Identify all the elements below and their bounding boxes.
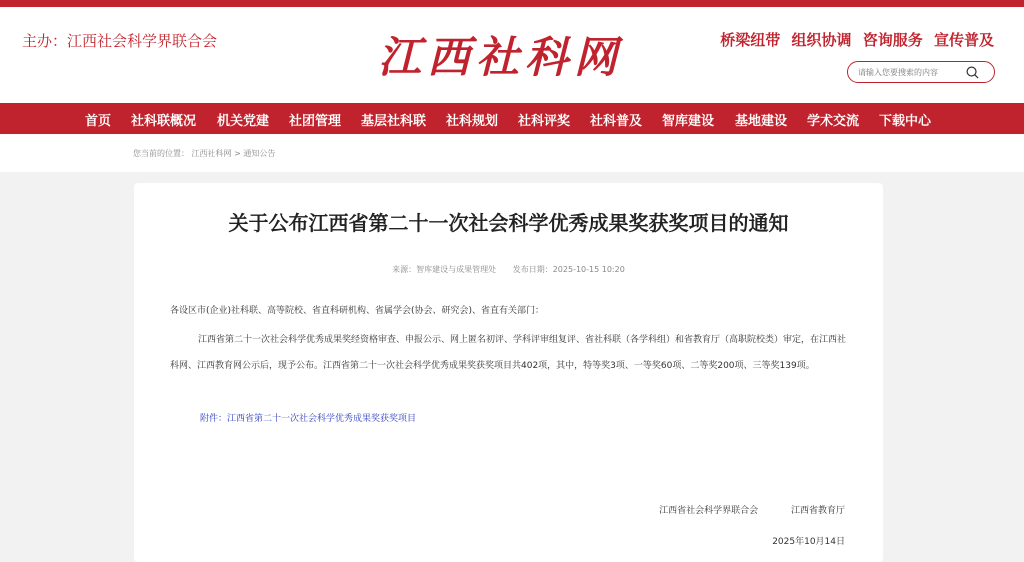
site-header: [0, 7, 1024, 103]
nav-item-think-tank[interactable]: 智库建设: [662, 114, 715, 129]
nav-item-party[interactable]: 机关党建: [217, 114, 270, 129]
nav-item-overview[interactable]: 社科联概况: [131, 114, 197, 129]
search-icon[interactable]: [966, 66, 979, 79]
slogan-item: 组织协调: [791, 31, 852, 49]
breadcrumb-current-link[interactable]: 通知公告: [243, 149, 276, 158]
slogan-group: [714, 29, 994, 50]
breadcrumb-home-link[interactable]: 江西社科网: [191, 149, 232, 158]
article-card: [134, 183, 883, 562]
article-meta: [134, 264, 883, 275]
breadcrumb-prefix: 您当前的位置：: [133, 149, 189, 158]
breadcrumb: [133, 148, 275, 159]
host-org-label: 主办：江西社会科学界联合会: [22, 32, 218, 50]
nav-item-grassroots[interactable]: 基层社科联: [361, 114, 427, 129]
search-input[interactable]: [858, 65, 966, 79]
breadcrumb-separator: >: [234, 149, 241, 158]
slogan-item: 桥梁纽带: [720, 31, 781, 49]
article-publish-date: 发布日期：2025-10-15 10:20: [512, 265, 625, 274]
slogan-item: 咨询服务: [862, 31, 923, 49]
nav-item-academic[interactable]: 学术交流: [807, 114, 860, 129]
article-sign-date: 2025年10月14日: [772, 537, 845, 547]
top-accent-bar: [0, 0, 1024, 7]
nav-item-awards[interactable]: 社科评奖: [518, 114, 571, 129]
nav-item-popularization[interactable]: 社科普及: [590, 114, 643, 129]
article-salutation: 各设区市(企业)社科联、高等院校、省直科研机构、省属学会(协会、研究会)、省直有关部门：: [170, 306, 545, 316]
nav-item-society[interactable]: 社团管理: [289, 114, 342, 129]
nav-item-home[interactable]: 首页: [85, 114, 112, 129]
signer-org: 江西省社会科学界联合会: [659, 506, 759, 516]
breadcrumb-bar: [0, 134, 1024, 172]
site-logo[interactable]: 江西社科网: [378, 33, 623, 83]
nav-item-planning[interactable]: 社科规划: [446, 114, 499, 129]
nav-item-downloads[interactable]: 下载中心: [879, 114, 932, 129]
main-nav: [0, 103, 1024, 134]
article-body: 江西省第二十一次社会科学优秀成果奖经资格审查、申报公示、网上匿名初评、学科评审组复评、省社科联（各学科组）和省教育厅（高职院校类）审定，在江西社科网、江西教育网公示后，现予公布。江西省第二十一次社会科学优秀成果奖获奖项目共402项，其中，特等奖3项、一等奖60项、二等奖200项、三等奖139项。: [170, 335, 847, 371]
nav-item-bases[interactable]: 基地建设: [735, 114, 788, 129]
signer-org: 江西省教育厅: [790, 506, 845, 516]
article-signers: [659, 503, 845, 516]
article-title: 关于公布江西省第二十一次社会科学优秀成果奖获奖项目的通知: [228, 211, 789, 235]
attachment-link[interactable]: 附件：江西省第二十一次社会科学优秀成果奖获奖项目: [200, 414, 417, 424]
search-box: [847, 61, 995, 83]
slogan-item: 宣传普及: [933, 31, 994, 49]
article-source: 来源：智库建设与成果管理处: [392, 265, 497, 274]
